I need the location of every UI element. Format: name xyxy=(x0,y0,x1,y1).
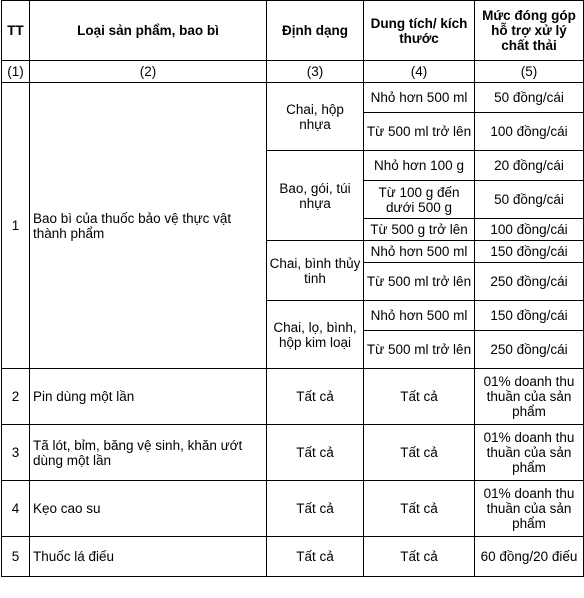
contribution-cell: 250 đồng/cái xyxy=(475,331,584,369)
row-number: 2 xyxy=(2,369,30,425)
table-row xyxy=(2,83,584,113)
format-cell: Tất cả xyxy=(267,481,364,537)
table-row xyxy=(2,425,584,481)
capacity-cell: Tất cả xyxy=(364,537,475,577)
contribution-table xyxy=(1,0,584,577)
format-cell: Tất cả xyxy=(267,369,364,425)
row-number: 4 xyxy=(2,481,30,537)
numbering-cell: (5) xyxy=(475,61,584,83)
numbering-row xyxy=(2,61,584,83)
row-number: 5 xyxy=(2,537,30,577)
capacity-cell: Nhỏ hơn 500 ml xyxy=(364,241,475,263)
product-cell: Bao bì của thuốc bảo vệ thực vật thành phẩm xyxy=(30,83,267,369)
contribution-cell: 150 đồng/cái xyxy=(475,241,584,263)
capacity-cell: Từ 500 ml trở lên xyxy=(364,263,475,301)
contribution-cell: 01% doanh thu thuần của sản phẩm xyxy=(475,481,584,537)
capacity-cell: Tất cả xyxy=(364,425,475,481)
header-product: Loại sản phẩm, bao bì xyxy=(30,1,267,61)
capacity-cell: Tất cả xyxy=(364,481,475,537)
product-cell: Tã lót, bỉm, băng vệ sinh, khăn ướt dùng một lần xyxy=(30,425,267,481)
format-cell: Bao, gói, túi nhựa xyxy=(267,151,364,241)
capacity-cell: Nhỏ hơn 100 g xyxy=(364,151,475,181)
header-contribution: Mức đóng góp hỗ trợ xử lý chất thải xyxy=(475,1,584,61)
contribution-cell: 100 đồng/cái xyxy=(475,113,584,151)
table-row xyxy=(2,481,584,537)
format-cell: Chai, bình thủy tinh xyxy=(267,241,364,301)
capacity-cell: Từ 500 g trở lên xyxy=(364,219,475,241)
header-row xyxy=(2,1,584,61)
contribution-cell: 50 đồng/cái xyxy=(475,83,584,113)
header-capacity: Dung tích/ kích thước xyxy=(364,1,475,61)
contribution-cell: 150 đồng/cái xyxy=(475,301,584,331)
contribution-cell: 20 đồng/cái xyxy=(475,151,584,181)
row-number: 1 xyxy=(2,83,30,369)
row-number: 3 xyxy=(2,425,30,481)
contribution-cell: 50 đồng/cái xyxy=(475,181,584,219)
numbering-cell: (4) xyxy=(364,61,475,83)
table-row xyxy=(2,369,584,425)
format-cell: Tất cả xyxy=(267,425,364,481)
format-cell: Chai, lọ, bình, hộp kim loại xyxy=(267,301,364,369)
contribution-cell: 60 đồng/20 điếu xyxy=(475,537,584,577)
contribution-cell: 01% doanh thu thuần của sản phẩm xyxy=(475,369,584,425)
format-cell: Chai, hộp nhựa xyxy=(267,83,364,151)
capacity-cell: Từ 100 g đến dưới 500 g xyxy=(364,181,475,219)
capacity-cell: Tất cả xyxy=(364,369,475,425)
contribution-cell: 01% doanh thu thuần của sản phẩm xyxy=(475,425,584,481)
header-format: Định dạng xyxy=(267,1,364,61)
table-row xyxy=(2,537,584,577)
contribution-cell: 100 đồng/cái xyxy=(475,219,584,241)
capacity-cell: Nhỏ hơn 500 ml xyxy=(364,301,475,331)
format-cell: Tất cả xyxy=(267,537,364,577)
numbering-cell: (3) xyxy=(267,61,364,83)
capacity-cell: Từ 500 ml trở lên xyxy=(364,331,475,369)
numbering-cell: (1) xyxy=(2,61,30,83)
product-cell: Pin dùng một lần xyxy=(30,369,267,425)
header-tt: TT xyxy=(2,1,30,61)
numbering-cell: (2) xyxy=(30,61,267,83)
capacity-cell: Từ 500 ml trở lên xyxy=(364,113,475,151)
contribution-cell: 250 đồng/cái xyxy=(475,263,584,301)
product-cell: Kẹo cao su xyxy=(30,481,267,537)
capacity-cell: Nhỏ hơn 500 ml xyxy=(364,83,475,113)
product-cell: Thuốc lá điếu xyxy=(30,537,267,577)
